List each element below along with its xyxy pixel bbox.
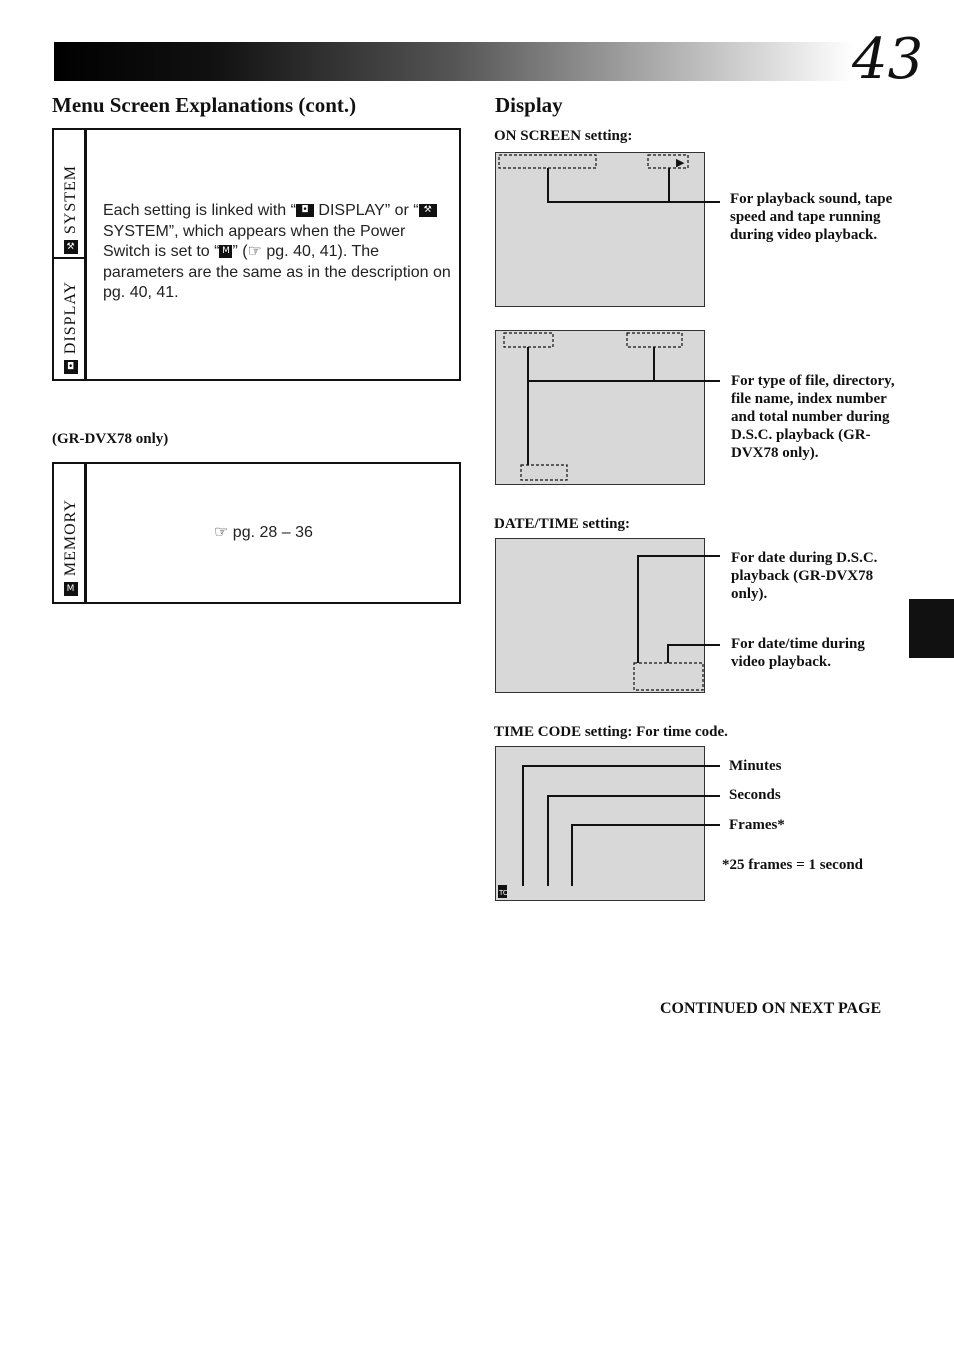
note-playback-sound: For playback sound, tape speed and tape running during video playback. [730, 191, 893, 243]
memory-reference: ☞ pg. 28 – 36 [214, 524, 313, 541]
section-title: Menu Screen Explanations (cont.) [52, 93, 357, 117]
display-title: Display [495, 93, 563, 117]
index-number-box [627, 333, 682, 347]
tc-frames: Frames* [729, 817, 785, 833]
status-indicator-box [499, 155, 596, 168]
continued-label: CONTINUED ON NEXT PAGE [660, 1000, 882, 1017]
desc-part-4: ” (☞ pg. 40, 41). The parameters are the same as in the description on pg. 40, 41. [103, 243, 451, 301]
date-time-label: DATE/TIME setting: [494, 516, 630, 532]
system-icon: ⚒ [64, 240, 78, 254]
memory-icon: M [64, 582, 78, 596]
page-number: 43 [852, 27, 924, 92]
time-code-icon-label: TC [499, 889, 508, 897]
tab-system-label: SYSTEM [61, 164, 79, 234]
tab-memory-label: MEMORY [61, 498, 79, 576]
tab-display-label: DISPLAY [61, 280, 79, 354]
tc-minutes: Minutes [729, 758, 782, 774]
file-type-box [504, 333, 553, 347]
play-indicator-icon: ▶ [676, 156, 685, 169]
date-box [634, 663, 703, 690]
note-date-dsc: For date during D.S.C. playback (GR-DVX78 only). [731, 550, 878, 602]
tc-footnote: *25 frames = 1 second [722, 857, 864, 873]
desc-part-3: SYSTEM”, which appears when the Power Switch is set to “ [103, 222, 406, 260]
display-icon: ◘ [64, 360, 78, 374]
tc-seconds: Seconds [729, 787, 781, 803]
on-screen-label: ON SCREEN setting: [494, 128, 633, 144]
system-icon: ⚒ [419, 204, 437, 217]
time-code-label: TIME CODE setting: For time code. [494, 724, 728, 740]
side-tab [909, 599, 954, 658]
desc-part-2: DISPLAY” or “ [313, 202, 419, 219]
desc-part-1: Each setting is linked with “ [103, 202, 296, 219]
file-name-box [521, 465, 567, 480]
note-date-video: For date/time during video playback. [731, 636, 865, 670]
model-note: (GR-DVX78 only) [52, 431, 169, 447]
manual-icon: M [219, 245, 232, 258]
note-file-type: For type of file, directory, file name, index number and total number during D.S.C. playback (GR-DVX78 only). [731, 373, 895, 461]
display-icon: ◘ [296, 204, 314, 217]
